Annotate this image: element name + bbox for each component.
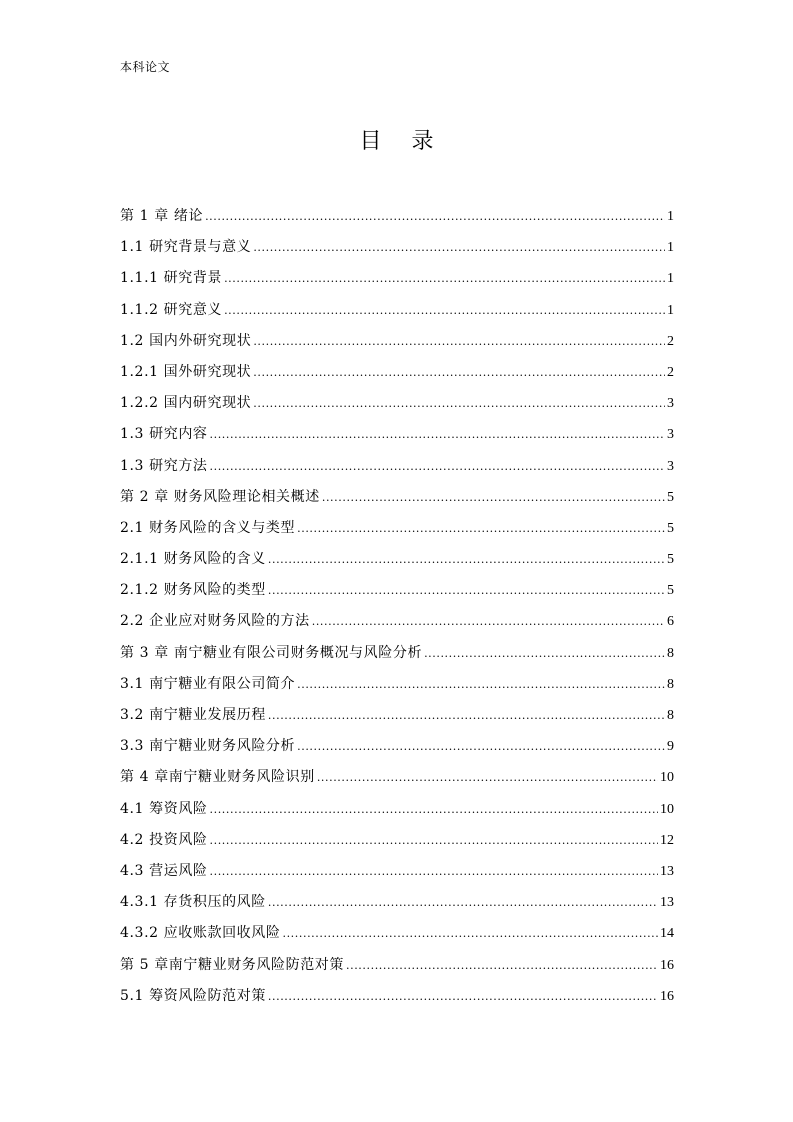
toc-leader-dots (224, 298, 665, 324)
toc-entry[interactable] (120, 702, 674, 733)
toc-entry-page-number: 5 (667, 583, 674, 599)
toc-entry-label: 2.1.1 财务风险的含义 (120, 551, 266, 568)
toc-entry-page-number: 2 (667, 333, 674, 349)
toc-entry-label: 4.3 营运风险 (120, 862, 208, 879)
toc-entry[interactable] (120, 671, 674, 702)
toc-entry-page-number: 3 (667, 458, 674, 474)
toc-entry-label: 4.3.2 应收账款回收风险 (120, 925, 281, 942)
toc-entry-page-number: 1 (667, 302, 674, 318)
toc-leader-dots (253, 391, 665, 417)
toc-entry[interactable] (120, 546, 674, 577)
toc-leader-dots (268, 984, 658, 1010)
toc-entry-page-number: 8 (667, 676, 674, 692)
toc-entry-page-number: 10 (660, 770, 674, 786)
toc-entry[interactable] (120, 983, 674, 1014)
toc-entry-page-number: 8 (667, 645, 674, 661)
toc-entry-label: 1.3 研究方法 (120, 457, 208, 474)
toc-entry-page-number: 13 (660, 895, 674, 911)
toc-entry[interactable] (120, 453, 674, 484)
toc-entry-page-number: 12 (660, 832, 674, 848)
toc-leader-dots (210, 859, 658, 885)
toc-entry[interactable] (120, 265, 674, 296)
toc-entry-label: 2.1 财务风险的含义与类型 (120, 519, 296, 536)
toc-entry-label: 1.2.2 国内研究现状 (120, 395, 252, 412)
toc-entry[interactable] (120, 640, 674, 671)
toc-entry-page-number: 14 (660, 926, 674, 942)
toc-entry-label: 4.1 筹资风险 (120, 800, 208, 817)
toc-leader-dots (297, 516, 665, 542)
toc-entry-label: 3.1 南宁糖业有限公司简介 (120, 675, 296, 692)
toc-entry-page-number: 8 (667, 708, 674, 723)
toc-entry-page-number: 3 (667, 396, 674, 412)
toc-entry-label: 5.1 筹资风险防范对策 (120, 987, 266, 1004)
toc-entry[interactable] (120, 421, 674, 452)
toc-entry-page-number: 13 (660, 863, 674, 879)
toc-entry-label: 1.3 研究内容 (120, 426, 208, 443)
toc-leader-dots (317, 765, 658, 791)
table-of-contents (120, 203, 674, 1014)
toc-entry-page-number: 5 (667, 520, 674, 536)
toc-entry[interactable] (120, 234, 674, 265)
toc-leader-dots (210, 454, 665, 480)
toc-entry-page-number: 5 (667, 489, 674, 505)
toc-leader-dots (224, 266, 665, 292)
toc-entry-page-number: 2 (667, 364, 674, 380)
page-header: 本科论文 (120, 60, 171, 74)
toc-leader-dots (253, 329, 665, 355)
toc-entry-label: 1.1.1 研究背景 (120, 270, 223, 287)
toc-entry[interactable] (120, 764, 674, 795)
toc-entry-page-number: 6 (667, 614, 674, 630)
toc-leader-dots (268, 547, 665, 573)
toc-entry-label: 第 4 章南宁糖业财务风险识别 (120, 769, 315, 786)
toc-leader-dots (346, 953, 658, 979)
page-title: 目录 (359, 129, 464, 154)
toc-entry[interactable] (120, 577, 674, 608)
toc-leader-dots (282, 921, 658, 947)
toc-leader-dots (268, 703, 665, 729)
toc-leader-dots (253, 360, 665, 386)
toc-entry-label: 4.2 投资风险 (120, 831, 208, 848)
toc-entry[interactable] (120, 952, 674, 983)
toc-entry-label: 1.1.2 研究意义 (120, 301, 223, 318)
toc-leader-dots (268, 578, 665, 604)
toc-entry-label: 第 2 章 财务风险理论相关概述 (120, 488, 320, 505)
toc-entry-page-number: 5 (667, 552, 674, 568)
toc-entry[interactable] (120, 484, 674, 515)
toc-entry-page-number: 1 (667, 271, 674, 287)
toc-entry[interactable] (120, 796, 674, 827)
toc-leader-dots (210, 828, 658, 854)
toc-entry[interactable] (120, 297, 674, 328)
toc-entry[interactable] (120, 920, 674, 951)
toc-entry-label: 2.2 企业应对财务风险的方法 (120, 613, 310, 630)
toc-entry[interactable] (120, 858, 674, 889)
toc-leader-dots (297, 672, 665, 698)
toc-entry[interactable] (120, 608, 674, 639)
toc-leader-dots (424, 641, 665, 667)
toc-entry-page-number: 10 (660, 801, 674, 817)
toc-entry-page-number: 1 (667, 240, 674, 256)
toc-entry-label: 4.3.1 存货积压的风险 (120, 894, 266, 911)
toc-entry-page-number: 1 (667, 209, 674, 224)
toc-entry[interactable] (120, 390, 674, 421)
toc-leader-dots (210, 422, 665, 448)
toc-entry[interactable] (120, 203, 674, 234)
toc-leader-dots (253, 235, 665, 261)
toc-leader-dots (297, 734, 665, 760)
toc-leader-dots (205, 204, 665, 230)
toc-leader-dots (322, 485, 665, 511)
toc-entry[interactable] (120, 733, 674, 764)
toc-entry-page-number: 9 (667, 739, 674, 755)
toc-entry-label: 第 3 章 南宁糖业有限公司财务概况与风险分析 (120, 644, 423, 661)
toc-entry[interactable] (120, 328, 674, 359)
toc-entry-label: 3.2 南宁糖业发展历程 (120, 707, 266, 723)
toc-entry[interactable] (120, 359, 674, 390)
toc-entry-label: 第 1 章 绪论 (120, 208, 204, 224)
toc-entry-label: 1.1 研究背景与意义 (120, 239, 252, 256)
toc-entry-label: 1.2.1 国外研究现状 (120, 363, 252, 380)
toc-leader-dots (210, 797, 658, 823)
toc-entry-page-number: 16 (660, 957, 674, 973)
toc-entry[interactable] (120, 515, 674, 546)
toc-entry-page-number: 16 (660, 988, 674, 1004)
toc-leader-dots (312, 609, 665, 635)
toc-entry[interactable] (120, 889, 674, 920)
toc-entry-label: 2.1.2 财务风险的类型 (120, 582, 266, 599)
toc-leader-dots (268, 890, 658, 916)
toc-entry-page-number: 3 (667, 427, 674, 443)
toc-entry-label: 1.2 国内外研究现状 (120, 332, 252, 349)
toc-entry-label: 3.3 南宁糖业财务风险分析 (120, 738, 296, 755)
toc-entry[interactable] (120, 827, 674, 858)
toc-entry-label: 第 5 章南宁糖业财务风险防范对策 (120, 956, 345, 973)
